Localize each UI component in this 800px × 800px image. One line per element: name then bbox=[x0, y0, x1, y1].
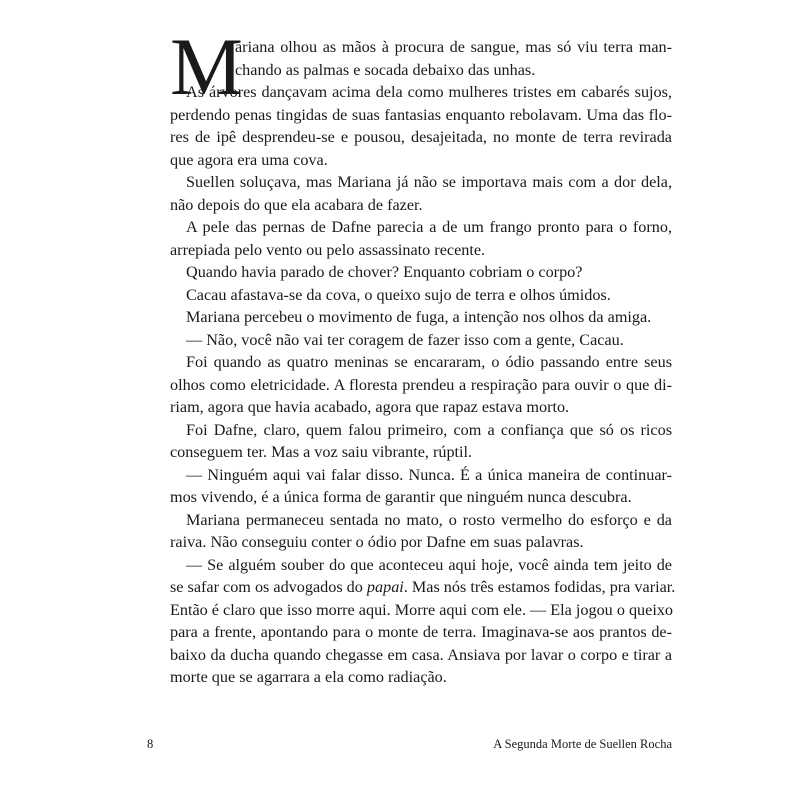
text-line: raiva. Não conseguiu conter o ódio por Dafne em suas palavras. bbox=[170, 533, 584, 551]
text-line: morte que se agarrara a ela como radiação. bbox=[170, 668, 447, 686]
text-line: não depois do que ela acabara de fazer. bbox=[170, 195, 423, 214]
text-line: arrepiada pelo vento ou pelo assassinato recente. bbox=[170, 240, 486, 259]
italic-word: papai bbox=[366, 578, 404, 596]
text-line: Suellen soluçava, mas Mariana já não se importava mais com a dor dela, bbox=[186, 173, 672, 191]
text-line: riam, agora que havia acabado, agora que rapaz estava morto. bbox=[170, 398, 570, 416]
text-line: Então é claro que isso morre aqui. Morre aqui com ele. — Ela jogou o queixo bbox=[170, 600, 674, 619]
text-line: olhos como eletricidade. A floresta prendeu a respiração para ouvir o que di- bbox=[170, 375, 672, 394]
running-title: A Segunda Morte de Suellen Rocha bbox=[493, 737, 672, 751]
text-line: mos vivendo, é a única forma de garantir que ninguém nunca descubra. bbox=[170, 488, 632, 506]
text-line: que agora era uma cova. bbox=[170, 150, 328, 169]
text-line: baixo da ducha quando chegasse em casa. Ansiava por lavar o corpo e tirar a bbox=[170, 645, 672, 664]
text-line: para a frente, apontando para o monte de terra. Imaginava-se aos prantos de- bbox=[170, 623, 672, 641]
text-line: Foi quando as quatro meninas se encararam, o ódio passando entre seus bbox=[186, 353, 672, 371]
text-line: Cacau afastava-se da cova, o queixo sujo de terra e olhos úmidos. bbox=[186, 285, 611, 304]
text-line: conseguem ter. Mas a voz saiu vibrante, rúptil. bbox=[170, 443, 473, 461]
drop-cap: M bbox=[170, 21, 243, 112]
text-segment: . Mas nós três estamos fodidas, pra variar. bbox=[403, 578, 676, 596]
text-line: chando as palmas e socada debaixo das unhas. bbox=[235, 60, 536, 79]
text-line: Foi Dafne, claro, quem falou primeiro, com a confiança que só os ricos bbox=[186, 420, 672, 439]
text-segment: se safar com os advogados do bbox=[170, 578, 367, 596]
text-line: — Se alguém souber do que aconteceu aqui hoje, você ainda tem jeito de bbox=[186, 555, 672, 574]
text-line: Mariana permaneceu sentada no mato, o rosto vermelho do esforço e da bbox=[186, 510, 672, 529]
text-line: — Não, você não vai ter coragem de fazer isso com a gente, Cacau. bbox=[186, 330, 624, 349]
text-line: As árvores dançavam acima dela como mulheres tristes em cabarés sujos, bbox=[186, 83, 672, 101]
body-text bbox=[170, 21, 676, 689]
text-line: res de ipê desprendeu-se e pousou, desajeitada, no monte de terra revirada bbox=[170, 128, 672, 146]
text-line: Quando havia parado de chover? Enquanto cobriam o corpo? bbox=[186, 263, 583, 281]
text-line: A pele das pernas de Dafne parecia a de um frango pronto para o forno, bbox=[186, 218, 672, 236]
text-line: perdendo penas tingidas de suas fantasias enquanto rebolavam. Uma das flo- bbox=[170, 105, 672, 124]
page-number: 8 bbox=[147, 737, 154, 751]
text-line: — Ninguém aqui vai falar disso. Nunca. É a única maneira de continuar- bbox=[186, 465, 672, 484]
text-line: ariana olhou as mãos à procura de sangue, mas só viu terra man- bbox=[235, 38, 672, 56]
text-line: Mariana percebeu o movimento de fuga, a intenção nos olhos da amiga. bbox=[186, 308, 652, 326]
text-line bbox=[170, 576, 676, 599]
